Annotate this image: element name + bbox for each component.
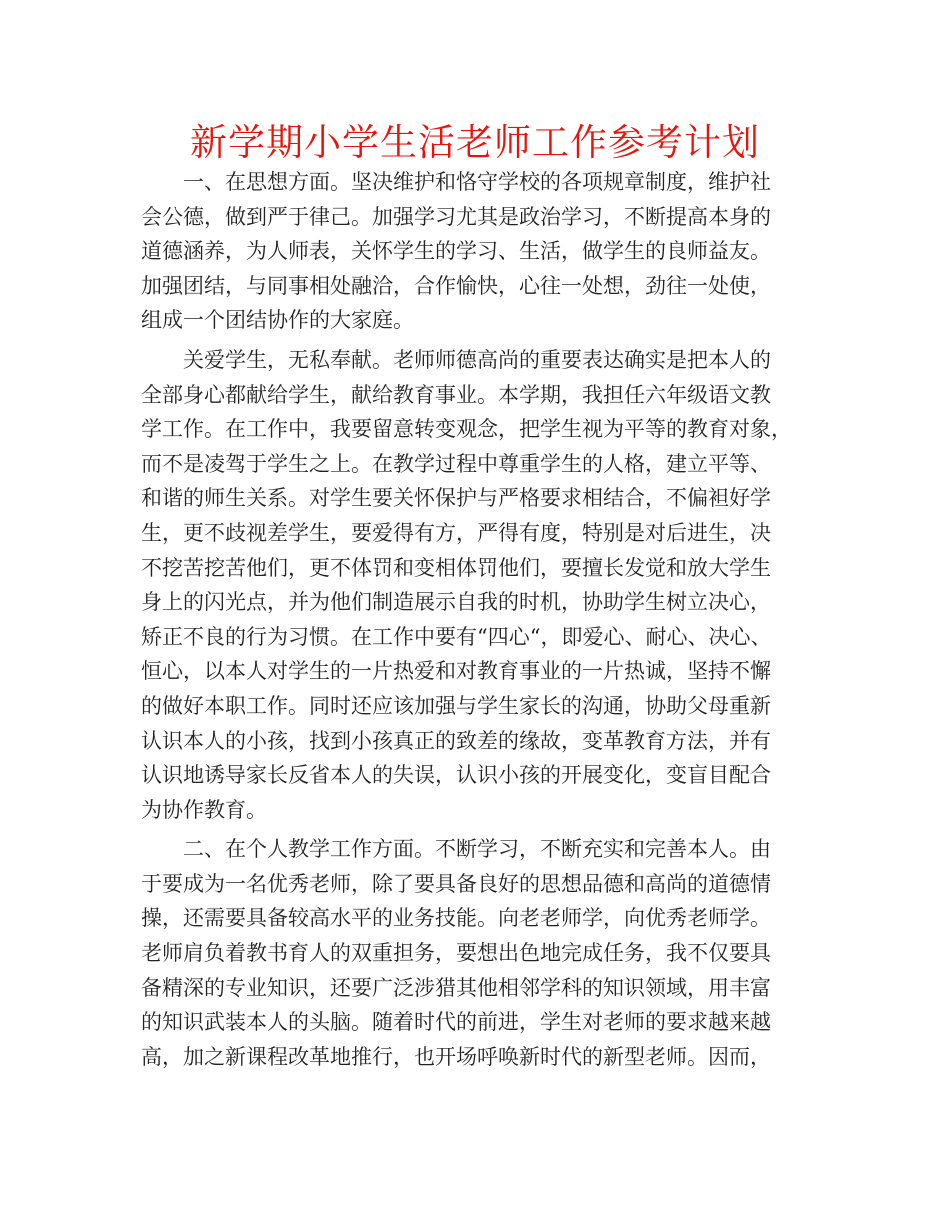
body-line: 不挖苦挖苦他们，更不体罚和变相体罚他们，要擅长发觉和放大学生 xyxy=(141,555,771,580)
body-line: 一、在思想方面。坚决维护和恪守学校的各项规章制度，维护社 xyxy=(141,170,771,194)
body-line: 生，更不歧视差学生，要爱得有方，严得有度，特别是对后进生，决 xyxy=(141,520,771,545)
body-line: 操，还需要具备较高水平的业务技能。向老老师学，向优秀老师学。 xyxy=(141,906,771,931)
body-line: 恒心，以本人对学生的一片热爱和对教育事业的一片热诚，坚持不懈 xyxy=(141,659,771,684)
body-line: 和谐的师生关系。对学生要关怀保护与严格要求相结合，不偏袒好学 xyxy=(141,486,771,511)
body-line: 组成一个团结协作的大家庭。 xyxy=(141,308,414,333)
body-line: 二、在个人教学工作方面。不断学习，不断充实和完善本人。由 xyxy=(141,837,771,862)
body-line: 于要成为一名优秀老师，除了要具备良好的思想品德和高尚的道德情 xyxy=(141,871,771,896)
body-line: 老师肩负着教书育人的双重担务，要想出色地完成任务，我不仅要具 xyxy=(141,941,771,966)
body-line: 加强团结，与同事相处融洽，合作愉快，心往一处想，劲往一处使， xyxy=(141,273,771,298)
document-body xyxy=(141,165,825,1074)
body-line: 的知识武装本人的头脑。随着时代的前进，学生对老师的要求越来越 xyxy=(141,1010,771,1035)
body-line: 学工作。在工作中，我要留意转变观念，把学生视为平等的教育对象， xyxy=(141,417,792,442)
body-line: 关爱学生，无私奉献。老师师德高尚的重要表达确实是把本人的 xyxy=(141,347,771,372)
body-line: 的做好本职工作。同时还应该加强与学生家长的沟通，协助父母重新 xyxy=(141,693,771,718)
body-line: 矫正不良的行为习惯。在工作中要有“四心“，即爱心、耐心、决心、 xyxy=(141,624,772,649)
document-title: 新学期小学生活老师工作参考计划 xyxy=(190,121,760,164)
body-line: 道德涵养，为人师表，关怀学生的学习、生活，做学生的良师益友。 xyxy=(141,239,771,264)
body-line: 而不是凌驾于学生之上。在教学过程中尊重学生的人格，建立平等、 xyxy=(141,451,771,476)
body-line: 为协作教育。 xyxy=(141,797,267,822)
body-line: 认识地诱导家长反省本人的失误，认识小孩的开展变化，变盲目配合 xyxy=(141,763,771,788)
body-line: 会公德，做到严于律己。加强学习尤其是政治学习，不断提高本身的 xyxy=(141,204,771,229)
body-line: 身上的闪光点，并为他们制造展示自我的时机，协助学生树立决心， xyxy=(141,590,771,615)
body-line: 全部身心都献给学生，献给教育事业。本学期，我担任六年级语文教 xyxy=(141,382,771,407)
body-line: 备精深的专业知识，还要广泛涉猎其他相邻学科的知识领域，用丰富 xyxy=(141,975,771,1000)
body-line: 高，加之新课程改革地推行，也开场呼唤新时代的新型老师。因而， xyxy=(141,1044,771,1069)
body-line: 认识本人的小孩，找到小孩真正的致差的缘故，变革教育方法，并有 xyxy=(141,728,771,753)
